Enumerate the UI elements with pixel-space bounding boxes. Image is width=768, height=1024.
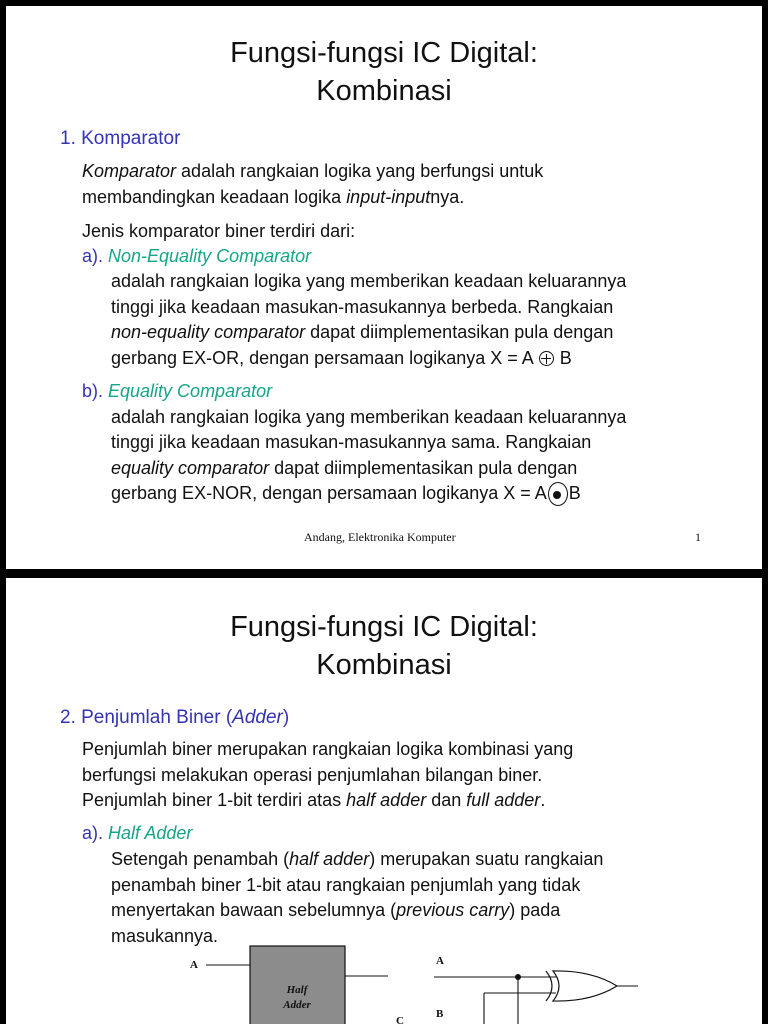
slide-title-line-2: Kombinasi — [316, 649, 452, 681]
junction-dot — [515, 974, 521, 980]
input-a-label: A — [190, 959, 198, 971]
slide-title-line-1: Fungsi-fungsi IC Digital: — [230, 611, 538, 643]
gate-input-a-label: A — [436, 955, 444, 967]
equality-line-2: tinggi jika keadaan masukan-masukannya sama. Rangkaian — [111, 432, 592, 452]
intro-line-1: Komparator adalah rangkaian logika yang berfungsi untuk — [82, 161, 544, 181]
adder-intro-line-1: Penjumlah biner merupakan rangkaian logika kombinasi yang — [82, 739, 574, 759]
page-number: 1 — [695, 530, 701, 544]
gate-input-b-label: B — [436, 1008, 444, 1020]
subheading-half-adder: a). Half Adder — [82, 823, 193, 843]
equality-line-3: equality comparator dapat diimplementasikan pula dengan — [111, 458, 578, 478]
footer-author: Andang, Elektronika Komputer — [304, 530, 456, 544]
equality-line-1: adalah rangkaian logika yang memberikan keadaan keluarannya — [111, 407, 627, 427]
subheading-equality: b). Equality Comparator — [82, 381, 273, 401]
half-adder-diagram — [6, 578, 762, 1024]
non-equality-line-3: non-equality comparator dapat diimplementasikan pula dengan — [111, 322, 614, 342]
half-adder-line-4: masukannya. — [111, 926, 219, 946]
slide-1 — [6, 6, 762, 569]
non-equality-line-1: adalah rangkaian logika yang memberikan keadaan keluarannya — [111, 271, 627, 291]
subheading-non-equality: a). Non-Equality Comparator — [82, 246, 312, 266]
adder-intro-line-3: Penjumlah biner 1-bit terdiri atas half adder dan full adder. — [82, 790, 546, 810]
xor-gate-icon — [553, 971, 617, 1001]
non-equality-line-4: gerbang EX-OR, dengan persamaan logikanya X = A B — [111, 348, 572, 368]
half-adder-line-1: Setengah penambah (half adder) merupakan suatu rangkaian — [111, 849, 604, 869]
slide-title-line-2: Kombinasi — [316, 75, 452, 107]
xor-gate-input-arc — [546, 971, 552, 1001]
adder-intro-line-2: berfungsi melakukan operasi penjumlahan bilangan biner. — [82, 765, 543, 785]
slide-2 — [6, 578, 762, 1024]
block-label-half: Half — [286, 984, 308, 996]
section-heading-komparator: 1. Komparator — [60, 128, 181, 149]
block-label-adder: Adder — [283, 999, 311, 1011]
types-line: Jenis komparator biner terdiri dari: — [82, 221, 356, 241]
xor-symbol-icon — [539, 351, 554, 366]
intro-line-2: membandingkan keadaan logika input-inputnya. — [82, 187, 465, 207]
equality-line-4: gerbang EX-NOR, dengan persamaan logikanya X = A B — [111, 481, 581, 507]
term-komparator: Komparator — [82, 161, 177, 181]
xnor-symbol-icon — [548, 482, 568, 506]
half-adder-line-3: menyertakan bawaan sebelumnya (previous carry) pada — [111, 900, 561, 920]
output-c-label: C — [396, 1015, 404, 1024]
half-adder-line-2: penambah biner 1-bit atau rangkaian penjumlah yang tidak — [111, 875, 581, 895]
slide-title-line-1: Fungsi-fungsi IC Digital: — [230, 37, 538, 69]
non-equality-line-2: tinggi jika keadaan masukan-masukannya berbeda. Rangkaian — [111, 297, 614, 317]
section-heading-adder: 2. Penjumlah Biner (Adder) — [60, 707, 290, 728]
